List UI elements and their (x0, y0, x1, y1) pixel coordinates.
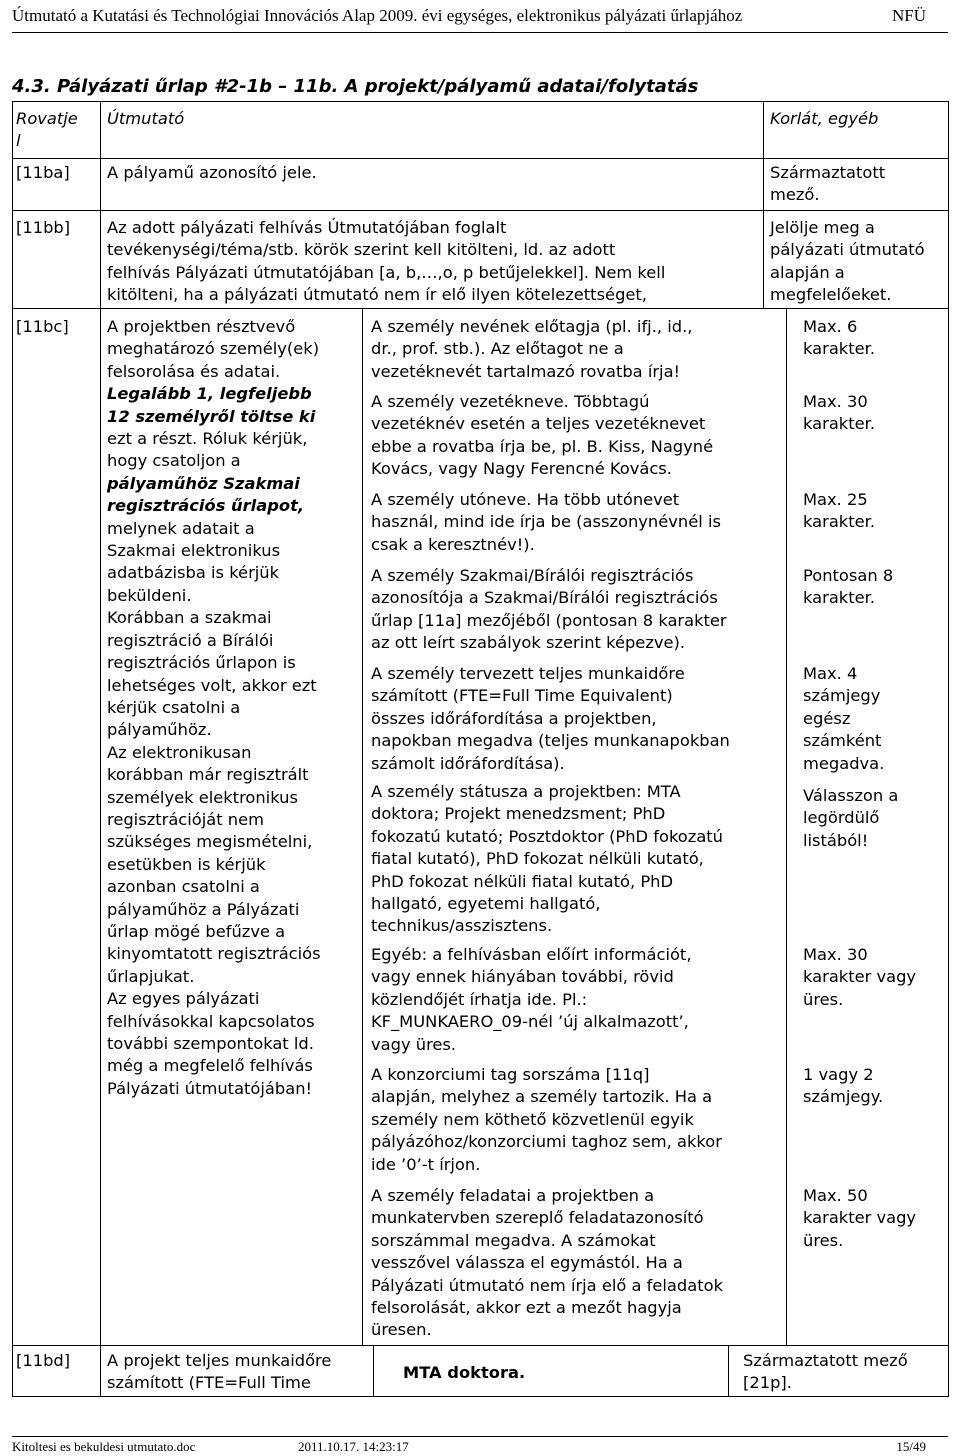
inner-divider-bd-2 (728, 1345, 729, 1397)
table-border-left (12, 101, 13, 1397)
row-limit-ba: Származtatott mező. (770, 163, 886, 205)
col-header-rovatjel: Rovatje l (16, 109, 78, 151)
bc-item-prefix: A személy nevének előtagja (pl. ifj., id., dr., prof. stb.). Az előtagot ne a vezetéknevét tartalmazó rovatba írja! (371, 317, 693, 381)
row-divider-ba (12, 210, 949, 211)
inner-divider-bc-2 (786, 308, 787, 1345)
col-header-korlat: Korlát, egyéb (770, 109, 879, 128)
inner-divider-bd-1 (373, 1345, 374, 1397)
footer-date: 2011.10.17. 14:23:17 (298, 1439, 409, 1454)
bc-limit-id: Pontosan 8 karakter. (803, 566, 894, 608)
table-border-bottom (12, 1396, 949, 1397)
row-text-bd: A projekt teljes munkaidőre számított (FTE=Full Time (107, 1351, 332, 1393)
bc-limit-firstname: Max. 25 karakter. (803, 490, 875, 532)
row-code-bd: [11bd] (16, 1351, 71, 1370)
bc-limit-status: Válasszon a legördülő listából! (803, 786, 899, 850)
col-header-utmutato: Útmutató (107, 109, 185, 128)
inner-divider-bc (362, 308, 363, 1345)
row-limit-bb: Jelölje meg a pályázati útmutató alapján a megfelelőeket. (770, 218, 925, 305)
bc-item-fte: A személy tervezett teljes munkaidőre számított (FTE=Full Time Equivalent) összes időráfordítása a projektben, napokban megadva (teljes munkanapokban számolt időráfordítása). (371, 664, 730, 773)
bc-limit-other: Max. 30 karakter vagy üres. (803, 945, 917, 1009)
row-code-ba: [11ba] (16, 163, 70, 182)
bc-limit-lastname: Max. 30 karakter. (803, 392, 875, 434)
bc-item-firstname: A személy utóneve. Ha több utónevet használ, mind ide írja be (asszonynévnél is csak a keresztnév!). (371, 490, 721, 554)
header-title: Útmutató a Kutatási és Technológiai Innovációs Alap 2009. évi egységes, elektronikus pályázati űrlapjához (12, 6, 743, 25)
header-rule (12, 32, 948, 33)
row-code-bb: [11bb] (16, 218, 71, 237)
section-title: 4.3. Pályázati űrlap #2-1b – 11b. A projekt/pályamű adatai/folytatás (12, 76, 699, 97)
footer-rule (12, 1436, 948, 1437)
footer-page: 15/49 (896, 1439, 926, 1454)
header-right: NFÜ (891, 6, 926, 25)
col-divider-1 (100, 101, 101, 1397)
bc-item-id: A személy Szakmai/Bírálói regisztrációs azonosítója a Szakmai/Bírálói regisztrációs űrlap [11a] mezőjéből (pontosan 8 karakter az ott leírt szabályok szerint képezve). (371, 566, 727, 653)
bc-limit-fte: Max. 4 számjegy egész számként megadva. (803, 664, 885, 773)
bc-item-status: A személy státusza a projektben: MTA doktora; Projekt menedzsment; PhD fokozatú kutató; Posztdoktor (PhD fokozatú fiatal kutató), PhD fokozat nélküli kutató, PhD fokozat nélküli fiatal kutató, PhD hallgató, egyetemi hallgató, technikus/asszisztens. (371, 782, 723, 936)
bc-item-tasks: A személy feladatai a projektben a munkatervben szereplő feladatazonosító sorszámmal megadva. A számokat vesszővel válassza el egymástól. Ha a Pályázati útmutató nem írja elő a feladatok felsorolását, akkor ezt a mezőt hagyja üresen. (371, 1186, 723, 1340)
bc-item-other: Egyéb: a felhívásban előírt információt, vagy ennek hiányában további, rövid közlendőjét írhatja ide. Pl.: KF_MUNKAERO_09-nél ’új alkalmazott’, vagy üres. (371, 945, 692, 1054)
footer-file: Kitoltesi es bekuldesi utmutato.doc (12, 1439, 196, 1454)
row-divider-bb (12, 308, 949, 309)
bc-limit-consortium: 1 vagy 2 számjegy. (803, 1065, 884, 1107)
row-limit-bd: Származtatott mező [21p]. (743, 1351, 908, 1393)
bc-item-lastname: A személy vezetékneve. Többtagú vezetéknév esetén a teljes vezetéknevet ebbe a rovatba írja be, pl. B. Kiss, Nagyné Kovács, vagy Nagy Ferencné Kovács. (371, 392, 714, 479)
row-divider-header (12, 158, 949, 159)
bc-limit-prefix: Max. 6 karakter. (803, 317, 875, 359)
row-text-bb: Az adott pályázati felhívás Útmutatójában foglalt tevékenységi/téma/stb. körök szerint kell kitölteni, ld. az adott felhívás Pályázati útmutatójában [a, b,…,o, p betűjelekkel]. Nem kell kitölteni, ha a pályázati útmutató nem ír elő ilyen kötelezettséget, (107, 218, 666, 305)
bc-item-consortium: A konzorciumi tag sorszáma [11q] alapján, melyhez a személy tartozik. Ha a személy nem köthető közvetlenül egyik pályázóhoz/konzorciumi taghoz sem, akkor ide ’0’-t írjon. (371, 1065, 722, 1174)
row-code-bc: [11bc] (16, 317, 69, 336)
row-value-bd: MTA doktora. (403, 1363, 526, 1382)
table-border-top (12, 101, 949, 102)
col-divider-2 (763, 101, 764, 309)
row-text-bc: A projektben résztvevő meghatározó személy(ek) felsorolása és adatai. Legalább 1, legfeljebb 12 személyről töltse ki ezt a részt. Róluk kérjük, hogy csatoljon a pályaműhöz Szakmai regisztrációs űrlapot, melynek adatait a Szakmai elektronikus adatbázisba is kérjük beküldeni. Korábban a szakmai regisztráció a Bírálói regisztrációs űrlapon is lehetséges volt, akkor ezt kérjük csatolni a pályaműhöz. Az elektronikusan korábban már regisztrált személyek elektronikus regisztrációját nem szükséges megismételni, esetükben is kérjük azonban csatolni a pályaműhöz a Pályázati űrlap mögé befűzve a kinyomtatott regisztrációs űrlapjukat. Az egyes pályázati felhívásokkal kapcsolatos további szempontokat ld. még a megfelelő felhívás Pályázati útmutatójában! (107, 317, 321, 1098)
row-text-ba: A pályamű azonosító jele. (107, 163, 317, 182)
table-border-right (948, 101, 949, 1397)
bc-limit-tasks: Max. 50 karakter vagy üres. (803, 1186, 917, 1250)
row-divider-bc (12, 1345, 949, 1346)
